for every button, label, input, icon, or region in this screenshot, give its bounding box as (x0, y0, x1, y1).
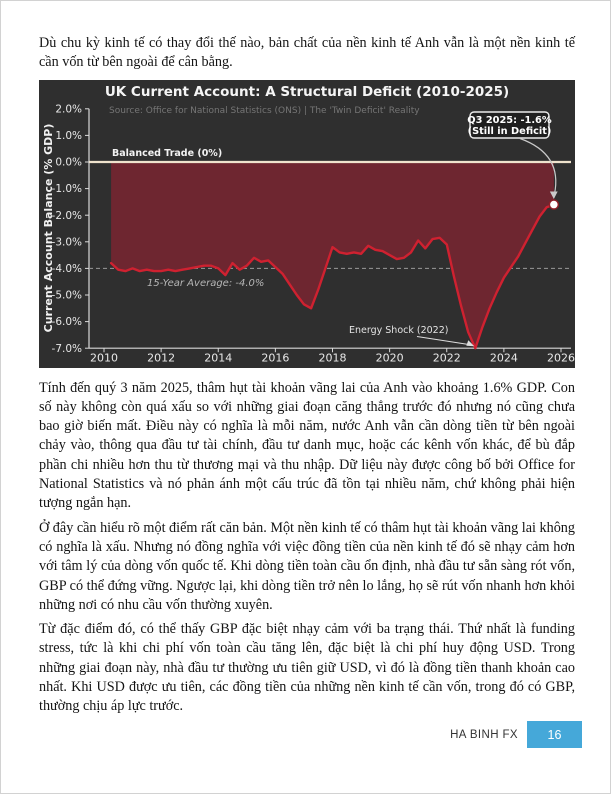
endpoint-callout-line2: (Still in Deficit) (467, 125, 552, 137)
x-tick-label: 2020 (375, 351, 404, 365)
zero-line-label: Balanced Trade (0%) (112, 147, 223, 159)
y-tick-label: -4.0% (51, 262, 82, 275)
chart (39, 80, 575, 368)
x-tick-label: 2014 (204, 351, 233, 365)
y-tick-label: -3.0% (51, 235, 82, 248)
energy-shock-arrow (417, 336, 470, 344)
y-tick-label: -1.0% (51, 182, 82, 195)
y-axis-label: Current Account Balance (% GDP) (42, 123, 55, 332)
chart-subtitle: Source: Office for National Statistics (ONS) | The 'Twin Deficit' Reality (109, 105, 420, 116)
body-paragraph: Ở đây cần hiểu rõ một điểm rất căn bản. Một nền kinh tế có thâm hụt tài khoản vãng lai không có nghĩa là xấu. Nhưng nó đồng nghĩa với việc đồng tiền của nền kinh tế đó sẽ nhạy cảm hơn với tâm lý của dòng vốn quốc tế. Khi dòng tiền toàn cầu ổn định, nhà đầu tư sẵn sàng rót vốn, GBP có thể đứng vững. Ngược lại, khi dòng tiền trở nên lo lắng, họ sẽ rút vốn nhanh hơn khỏi những nơi có nhu cầu vốn thường xuyên. (39, 519, 575, 613)
energy-shock-label: Energy Shock (2022) (349, 324, 449, 336)
page-number-badge: 16 (527, 721, 582, 748)
x-tick-label: 2012 (147, 351, 176, 365)
average-line-label: 15-Year Average: -4.0% (147, 277, 265, 289)
page-content (39, 34, 575, 722)
x-tick-label: 2016 (261, 351, 290, 365)
x-tick-label: 2026 (547, 351, 575, 365)
body-paragraph: Từ đặc điểm đó, có thể thấy GBP đặc biệt nhạy cảm với ba trạng thái. Thứ nhất là funding stress, tức là khi chi phí vốn toàn cầu tăng lên, đặc biệt là chi phí huy động USD. Trong những giai đoạn này, nhà đầu tư thường ưu tiên giữ USD, vì đó là đồng tiền thanh khoản cao nhất. Khi USD được ưu tiên, các đồng tiền của những nền kinh tế cần vốn, trong đó có GBP, thường chịu áp lực trước. (39, 621, 575, 715)
chart-canvas (39, 80, 575, 368)
footer-brand: HA BINH FX (450, 728, 518, 741)
body-paragraph: Tính đến quý 3 năm 2025, thâm hụt tài khoản vãng lai của Anh vào khoảng 1.6% GDP. Con số này không còn quá xấu so với những giai đoạn căng thẳng trước đó nhưng nó cũng chưa bao giờ biến mất. Điều này có nghĩa là mỗi năm, nước Anh vẫn cần dòng tiền từ bên ngoài chảy vào, thông qua đầu tư tài chính, đầu tư danh mục, hoặc các kênh vốn khác, để bù đắp phần chi nhiều hơn thu từ thương mại và thu nhập. Dữ liệu này được công bố bởi Office for National Statistics và nó phản ánh một cấu trúc đã tồn tại nhiều năm, chứ không phải hiện tượng ngắn hạn. (39, 379, 575, 512)
y-tick-label: -7.0% (51, 342, 82, 355)
x-tick-label: 2022 (432, 351, 461, 365)
y-tick-label: -5.0% (51, 289, 82, 302)
endpoint-callout-line1: Q3 2025: -1.6% (467, 114, 552, 126)
y-tick-label: 0.0% (55, 156, 82, 169)
y-tick-label: 2.0% (55, 102, 82, 115)
x-tick-label: 2018 (318, 351, 347, 365)
page-footer (450, 721, 582, 748)
x-tick-label: 2010 (90, 351, 118, 365)
y-tick-label: -2.0% (51, 209, 82, 222)
body-paragraph: Dù chu kỳ kinh tế có thay đổi thế nào, bản chất của nền kinh tế Anh vẫn là một nền kinh tế cần vốn từ bên ngoài để cân bằng. (39, 35, 575, 71)
y-tick-label: -6.0% (51, 315, 82, 328)
y-tick-label: 1.0% (55, 129, 82, 142)
endpoint-dot (549, 200, 558, 209)
deficit-area (111, 162, 554, 348)
chart-title: UK Current Account: A Structural Deficit (2010-2025) (104, 83, 510, 100)
x-tick-label: 2024 (489, 351, 518, 365)
